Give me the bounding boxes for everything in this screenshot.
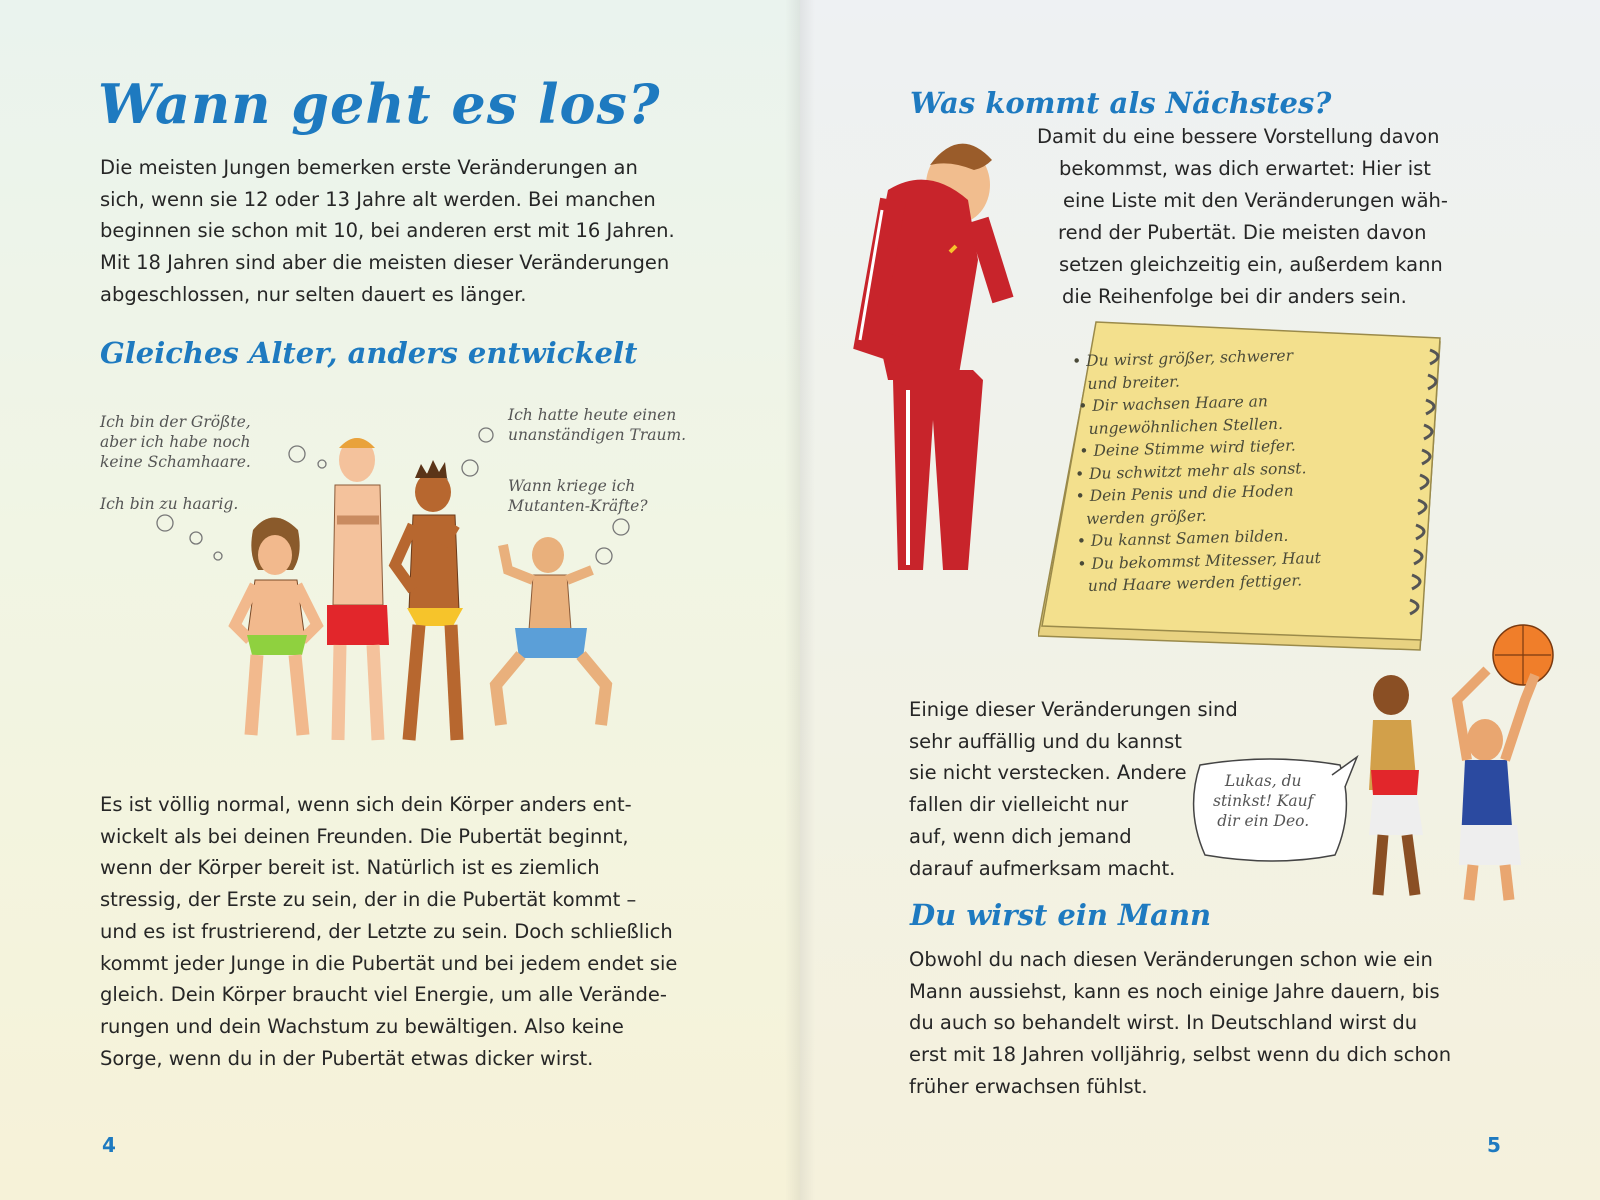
speech-bubble-lukas: Lukas, du stinkst! Kauf dir ein Deo. bbox=[1213, 772, 1314, 830]
hairy-boy-figure bbox=[235, 518, 317, 736]
notepad-line: • Du kannst Samen bilden. bbox=[1076, 526, 1289, 551]
four-boys-illustration bbox=[205, 430, 625, 760]
crouching-boy-figure bbox=[496, 537, 606, 725]
page-number-left: 4 bbox=[102, 1133, 116, 1157]
notepad-line: • Deine Stimme wird tiefer. bbox=[1074, 436, 1296, 461]
page-number-right: 5 bbox=[1487, 1133, 1501, 1157]
intro-line-6: die Reihenfolge bei dir anders sein. bbox=[1062, 285, 1407, 308]
notepad-line: • Du schwitzt mehr als sonst. bbox=[1074, 458, 1307, 483]
notepad-list bbox=[1072, 342, 1408, 598]
section-heading-same-age: Gleiches Alter, anders entwickelt bbox=[100, 336, 638, 370]
intro-paragraph-left: Die meisten Jungen bemerken erste Veränderungen an sich, wenn sie 12 oder 13 Jahre alt werden. Bei manchen beginnen sie schon mit 10, bei anderen erst mit 16 Jahren. Mit 18 Jahren sind aber die meisten dieser Veränderungen abgeschlossen, nur selten dauert es länger. bbox=[100, 156, 675, 306]
speech-bubble-hairy: Ich bin zu haarig. bbox=[100, 495, 239, 513]
notepad-line: ungewöhnlichen Stellen. bbox=[1073, 414, 1284, 438]
basketball-boys-illustration bbox=[1355, 620, 1585, 910]
tall-boy-figure bbox=[327, 438, 389, 740]
notepad-line: • Dir wachsen Haare an bbox=[1073, 392, 1269, 416]
intro-line-1: Damit du eine bessere Vorstellung davon bbox=[1037, 125, 1440, 148]
intro-line-5: setzen gleichzeitig ein, außerdem kann bbox=[1059, 253, 1443, 276]
notepad-line: • Du wirst größer, schwerer bbox=[1071, 346, 1294, 371]
body-paragraph-left: Es ist völlig normal, wenn sich dein Körper anders ent- wickelt als bei deinen Freunden. Die Pubertät beginnt, wenn der Körper bereit ist. Natürlich ist es ziemlich stressig, der Erste zu sein, der in die Pubertät kommt – und es ist frustrierend, der Letzte zu sein. Doch schließlich kommt jeder Junge in die Pubertät und bei jedem endet sie gleich. Dein Körper braucht viel Energie, um alle Verände- rungen und dein Wachstum zu bewältigen. Also keine Sorge, wenn du in der Pubertät etwas dicker wirst. bbox=[100, 793, 678, 1070]
intro-line-4: rend der Pubertät. Die meisten davon bbox=[1058, 221, 1427, 244]
speech-bubble-mutant: Wann kriege ich Mutanten-Kräfte? bbox=[508, 477, 648, 515]
section-heading-man: Du wirst ein Mann bbox=[910, 898, 1212, 932]
intro-line-2: bekommst, was dich erwartet: Hier ist bbox=[1059, 157, 1431, 180]
page-title-right: Was kommt als Nächstes? bbox=[910, 86, 1332, 120]
speech-bubble-tallest: Ich bin der Größte, aber ich habe noch keine Schamhaare. bbox=[100, 413, 251, 471]
notepad-line: und breiter. bbox=[1072, 372, 1180, 393]
intro-line-3: eine Liste mit den Veränderungen wäh- bbox=[1063, 189, 1448, 212]
middle-paragraph-right: Einige dieser Veränderungen sind sehr auffällig und du kannst sie nicht verstecken. Andere fallen dir vielleicht nur auf, wenn dich jemand darauf aufmerksam macht. bbox=[909, 698, 1238, 880]
tracksuit-boy-illustration bbox=[838, 130, 1058, 570]
notepad-line: • Dein Penis und die Hoden bbox=[1075, 481, 1294, 506]
page-title-left: Wann geht es los? bbox=[98, 72, 661, 136]
notepad-line: • Du bekommst Mitesser, Haut bbox=[1077, 548, 1322, 573]
proud-boy-figure bbox=[395, 460, 463, 740]
notepad-line: werden größer. bbox=[1075, 506, 1207, 528]
speech-bubble-dream: Ich hatte heute einen unanständigen Traum. bbox=[508, 406, 687, 444]
closing-paragraph-right: Obwohl du nach diesen Veränderungen schon wie ein Mann aussiehst, kann es noch einige Jahre dauern, bis du auch so behandelt wirst. In Deutschland wirst du erst mit 18 Jahren volljährig, selbst wenn du dich schon früher erwachsen fühlst. bbox=[909, 948, 1452, 1098]
notepad-line: und Haare werden fettiger. bbox=[1077, 571, 1303, 596]
